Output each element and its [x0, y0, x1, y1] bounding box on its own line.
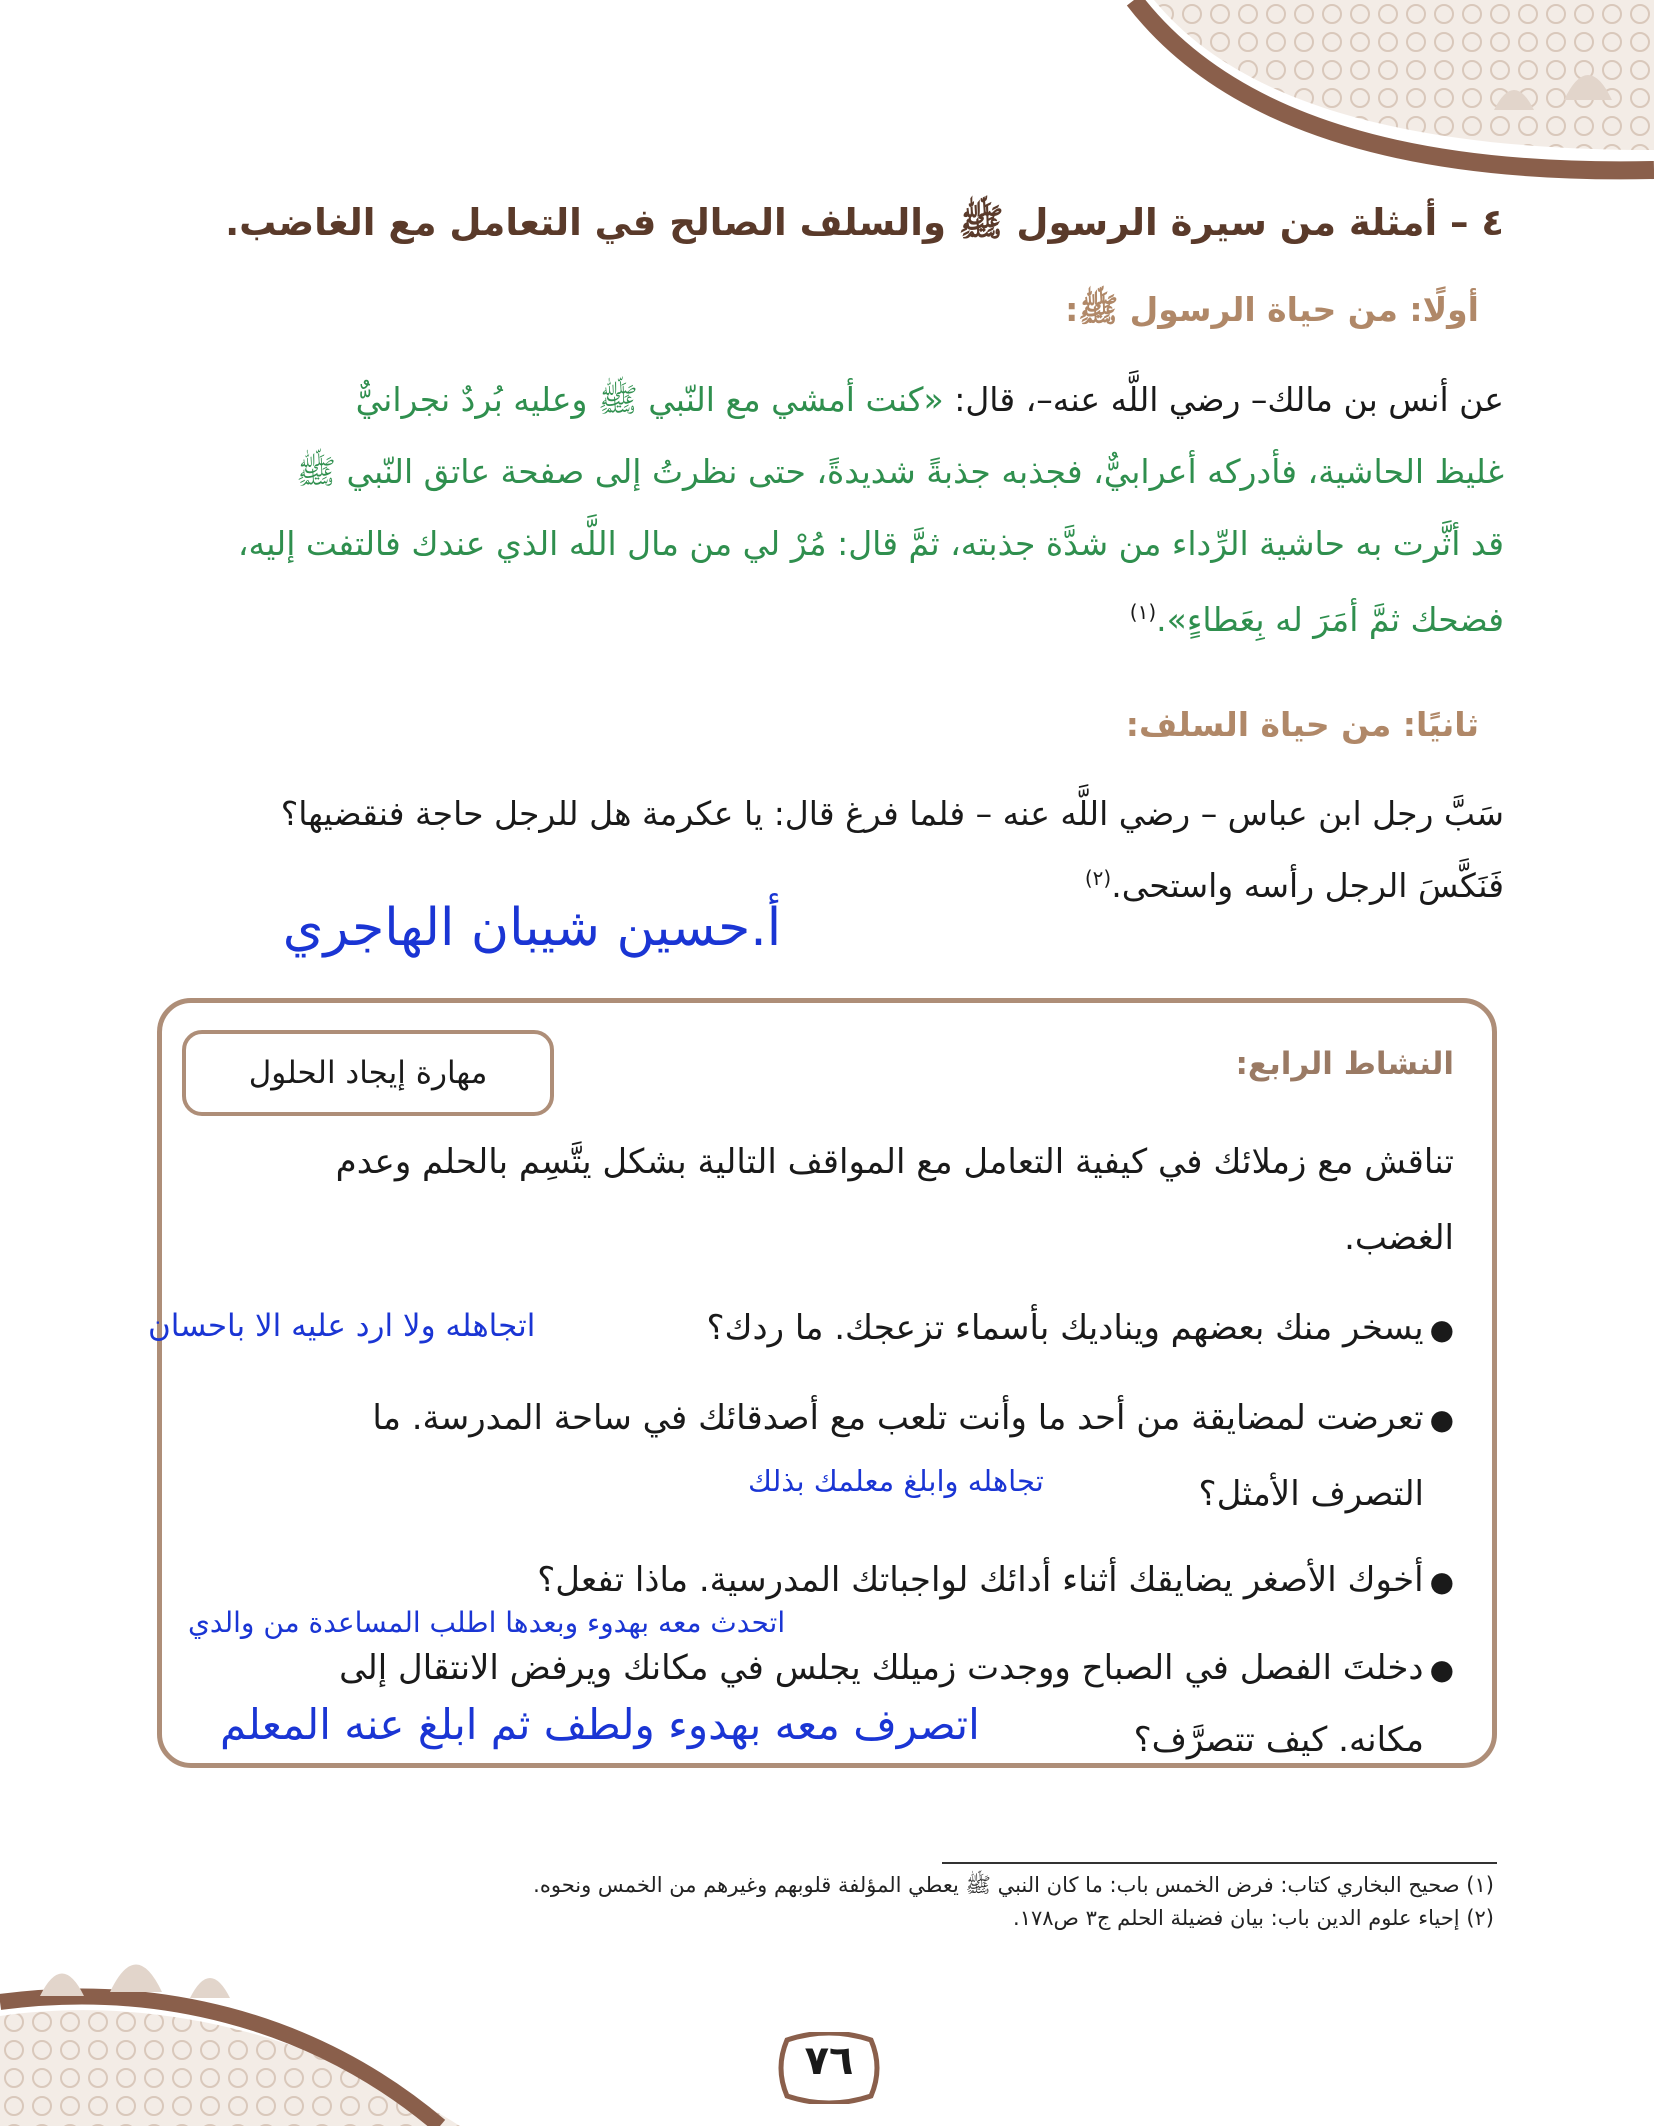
answer-1: اتجاهله ولا ارد عليه الا باحسان: [148, 1308, 536, 1344]
top-ornament: [1094, 0, 1654, 190]
section-heading: ٤ – أمثلة من سيرة الرسول ﷺ والسلف الصالح في التعامل مع الغاضب.: [225, 201, 1504, 244]
bullet-icon: ●: [1429, 1565, 1454, 1598]
hadith-quote-end: فضحك ثمَّ أمَرَ له بِعَطاءٍ».: [1156, 600, 1504, 639]
teacher-signature: أ.حسين شيبان الهاجري: [282, 898, 782, 958]
prophet-life-subheading: أولًا: من حياة الرسول ﷺ:: [1065, 290, 1479, 329]
question-4-line-1: [195, 1648, 1454, 1688]
page-number: ٧٦: [804, 2038, 854, 2084]
activity-label: النشاط الرابع:: [1235, 1046, 1454, 1082]
salaf-line-1: سَبَّ رجل ابن عباس – رضي اللَّه عنه – فلما فرغ قال: يا عكرمة هل للرجل حاجة فنقضيها؟: [280, 794, 1504, 833]
question-3: [195, 1560, 1454, 1600]
question-3-text: أخوك الأصغر يضايقك أثناء أدائك لواجباتك المدرسية. ماذا تفعل؟: [537, 1560, 1424, 1600]
footnote-2: (٢) إحياء علوم الدين باب: بيان فضيلة الحلم ج٣ ص١٧٨.: [1013, 1906, 1494, 1930]
salaf-text: فَنَكَّسَ الرجل رأسه واستحى.: [1111, 866, 1504, 905]
hadith-quote-start: «كنت أمشي مع النّبي ﷺ وعليه بُردٌ نجرانيٌّ: [355, 380, 944, 419]
hadith-line-2: غليظ الحاشية، فأدركه أعرابيٌّ، فجذبه جذبةً شديدةً، حتى نظرتُ إلى صفحة عاتق النّبي ﷺ: [296, 452, 1504, 491]
footnote-ref-1: (١): [1129, 600, 1157, 624]
question-2-text: تعرضت لمضايقة من أحد ما وأنت تلعب مع أصدقائك في ساحة المدرسة. ما: [372, 1398, 1424, 1438]
skill-badge: مهارة إيجاد الحلول: [182, 1030, 554, 1116]
answer-4: اتصرف معه بهدوء ولطف ثم ابلغ عنه المعلم: [220, 1700, 980, 1749]
question-4-line-2: مكانه. كيف تتصرَّف؟: [1133, 1720, 1424, 1760]
answer-3: اتحدث معه بهدوء وبعدها اطلب المساعدة من والدي: [188, 1606, 786, 1639]
question-4-text: دخلتَ الفصل في الصباح ووجدت زميلك يجلس في مكانك ويرفض الانتقال إلى: [339, 1648, 1424, 1688]
footnote-ref-2: (٢): [1084, 866, 1112, 890]
question-1-text: يسخر منك بعضهم ويناديك بأسماء تزعجك. ما ردك؟: [706, 1308, 1424, 1348]
activity-intro-line-2: الغضب.: [1344, 1218, 1454, 1258]
question-2-line-1: [195, 1398, 1454, 1438]
hadith-line-1: [150, 380, 1504, 428]
hadith-line-4: [150, 600, 1504, 639]
bullet-icon: ●: [1429, 1403, 1454, 1436]
hadith-intro: عن أنس بن مالك– رضي اللَّه عنه–، قال:: [943, 380, 1504, 419]
bullet-icon: ●: [1429, 1313, 1454, 1346]
hadith-line-3: قد أثَّرت به حاشية الرِّداء من شدَّة جذبته، ثمَّ قال: مُرْ لي من مال اللَّه الذي عندك فالتفت إليه،: [237, 524, 1504, 563]
question-2-line-2: التصرف الأمثل؟: [1198, 1474, 1424, 1514]
bottom-ornament: [0, 1896, 460, 2126]
activity-intro-line-1: تناقش مع زملائك في كيفية التعامل مع المواقف التالية بشكل يتَّسِم بالحلم وعدم: [335, 1142, 1454, 1182]
bullet-icon: ●: [1429, 1653, 1454, 1686]
footnote-separator: [942, 1862, 1497, 1864]
answer-2: تجاهله وابلغ معلمك بذلك: [748, 1464, 1044, 1498]
footnote-1: (١) صحيح البخاري كتاب: فرض الخمس باب: ما كان النبي ﷺ يعطي المؤلفة قلوبهم وغيرهم من الخمس ونحوه.: [533, 1873, 1494, 1897]
salaf-life-subheading: ثانيًا: من حياة السلف:: [1125, 705, 1479, 744]
